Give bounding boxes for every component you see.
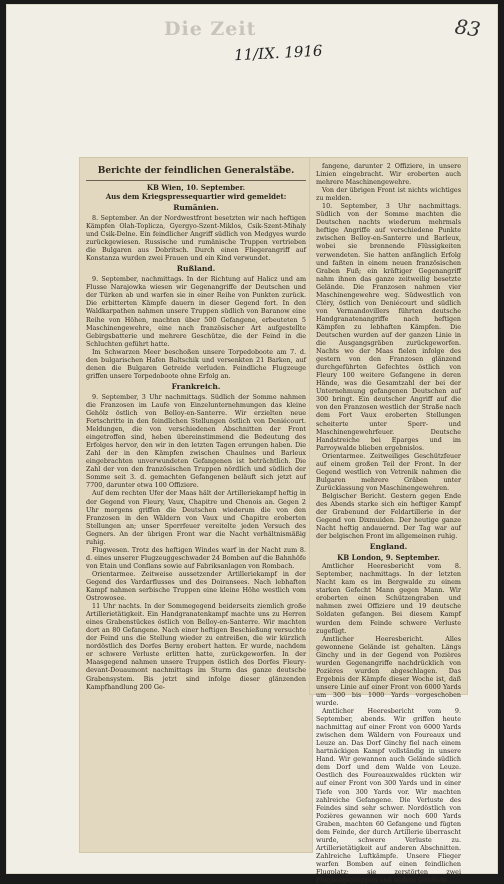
- article-paragraph: Amtlicher Heeresbericht. Alles gewonnene Gelände ist gehalten. Längs Ginchy und in der Gegend von Pozières wurden Gegenangriffe nachdrücklich von Pozières wurden abgeschlagen. Das Ergebnis der Kämpfe dieser Woche ist, daß unsere Linie auf einer Front von 6000 Yards um 300 bis 1000 Yards vorgeschoben wurde.: [316, 634, 461, 707]
- dateline: KB Wien, 10. September.: [146, 183, 246, 192]
- article-paragraph: fangene, darunter 2 Offiziere, in unsere Linien eingebracht. Wir eroberten auch mehrere Maschinengewehre.: [316, 162, 461, 187]
- article-paragraph: Amtlicher Heeresbericht vom 8. September, nachmittags. In der letzten Nacht kam es im Bergwalde zu einem starken Gefecht Mann gegen Mann. Wir eroberten einen Schützengraben und nahmen zwei Offiziere und 19 deutsche Soldaten gefangen. Bei diesem Kampf wurden dem Feinde schwere Verluste zugefügt.: [316, 562, 461, 635]
- article-paragraph: 8. September. An der Nordwestfront besetzten wir nach heftigen Kämpfen Olah-Toplicza, Gyergyo-Szent-Miklos, Csik-Szent-Mihaly und Csik-Delne. Ein feindlicher Angriff südlich von Medgyes wurde zurückgewiesen. Russische und rumänische Truppen vertrieben die Bulgaren aus Dobritsch. Durch einen Fliegerangriff auf Konstanza wurden zwei Frauen und ein Kind verwundet.: [86, 214, 306, 263]
- article-paragraph: 11 Uhr nachts. In der Sommegegend beiderseits ziemlich große Artillerietätigkeit. Ein Handgranatenkampf machte uns zu Herren eines Grabenstückes östlich von Belloy-en-Santerre. Wir machten dort an 80 Gefangene. Nach einer heftigen Beschießung versuchte der Feind uns die Stellung wieder zu entreißen, die wir kürzlich nordöstlich des Dorfes Berny erobert hatten. Er wurde, nachdem er schwere Verluste erlitten hatte, zurückgeworfen. In der Maasgegend nahmen unsere Truppen östlich des Dorfes Fleury-devant-Douaumont nachmittags im Sturm das ganze deutsche Grabensystem. Bis jetzt sind infolge dieser glänzenden Kampfhandlung 200 Ge-: [86, 602, 306, 691]
- right-sections: [316, 162, 461, 884]
- article-paragraph: 10. September, 3 Uhr nachmittags. Südlich von der Somme machten die Deutschen nachts wiederum mehrmals heftige Angriffe auf verschiedene Punkte zwischen Belloy-en-Santerre und Barleux, wobei sie brennende Flüssigkeiten verwendeten. Sie hatten anfänglich Erfolg und faßten in einem neuen französischen Graben Fuß; ein kräftiger Gegenangriff nahm ihnen das ganze zeitweilig besetzte Gelände. Die Franzosen nahmen vier Maschinengewehre weg. Südwestlich von Cléry, östlich von Deniécourt und südlich von Vermandovillers führten deutsche Handgranatenangriffe nach heftigen Kämpfen zu lebhaften Kämpfen. Die Deutschen wurden auf der ganzen Linie in die Ausgangsgräben zurückgeworfen. Nachts wo der Maas fielen infolge des gestern von den Franzosen glänzend durchgeführten Gefechtes östlich von Fleury 100 weitere Gefangene in deren Hände, was die Gesamtzahl der bei der Unternehmung gefangenen Deutschen auf 300 bringt. Ein deutscher Angriff auf die von den Franzosen westlich der Straße nach dem Fort Vaux eroberten Stellungen scheiterte unter Sperr- und Maschinengewehrfeuer. Deutsche Handstreiche bei Eparges und im Parroywalde blieben ergebnislos.: [316, 202, 461, 452]
- article-paragraph: Amtlicher Heeresbericht vom 9. September, abends. Wir griffen heute nachmittag auf einer Front von 6000 Yards zwischen dem Wäldern von Foureaux und Leuze an. Das Dorf Ginchy fiel nach einem hartnäckigen Kampf vollständig in unsere Hand. Wir gewannen auch Gelände südlich dem Dorf und dem Walde von Leuze. Oestlich des Foureauxwaldes rückten wir auf einer Front von 300 Yards und in einer Tiefe von 300 Yards vor. Wir machten zahlreiche Gefangene. Die Verluste des Feindes sind sehr schwer. Nordöstlich von Pozières gewannen wir noch 600 Yards Graben, machten 60 Gefangene und fügten dem Feinde, der durch Artillerie überrascht wurde, schwere Verluste zu. Artillerietätigkeit auf anderen Abschnitten. Zahlreiche Luftkämpfe. Unsere Flieger warfen Bomben auf einen feindlichen Flugplatz; sie zerstörten zwei Flugzeugschuppen und andere Gebäude.: [316, 707, 461, 884]
- section-title: Rumänien.: [173, 203, 219, 212]
- left-sections: [86, 203, 306, 691]
- article-paragraph: Von der übrigen Front ist nichts wichtiges zu melden.: [316, 186, 461, 203]
- clipping-left-column: [80, 158, 312, 852]
- section-title: England.: [369, 542, 408, 552]
- handwritten-page-number: 83: [453, 14, 482, 42]
- newspaper-masthead: Die Zeit: [164, 18, 257, 40]
- article-paragraph: Auf dem rechten Ufer der Maas hält der Artilleriekampf heftig in der Gegend von Fleury, Vaux, Chapitre und Chenois an. Gegen 2 Uhr morgens griffen die Deutschen wiederum die von den Franzosen in den Wäldern von Vaux und Chapitre eroberten Stellungen an; unser Sperrfeuer vereitelte jeden Versuch des Gegners. An der übrigen Front war die Nacht verhältnismäßig ruhig.: [86, 489, 306, 546]
- article-paragraph: Flugwesen. Trotz des heftigen Windes warf in der Nacht zum 8. d. eines unserer Flugzeuggeschwader 24 Bomben auf die Bahnhöfe von Etain und Conflans sowie auf Fabriksanlagen von Rombach.: [86, 545, 306, 570]
- section-dateline: KB London, 9. September.: [337, 553, 440, 563]
- section-title: Rußland.: [176, 264, 216, 274]
- article-paragraph: Belgischer Bericht. Gestern gegen Ende des Abends starke sich ein heftiger Kampf der Grabenund der Feldartillerie in der Gegend von Dixmuiden. Der heutige ganze Nacht heftig andauernd. Der Tag war auf der belgischen Front im allgemeinen ruhig.: [316, 491, 461, 541]
- article-paragraph: 9. September, nachmittags. In der Richtung auf Halicz und am Flusse Narajowka wiesen wir Gegenangriffe der Deutschen und der Türken ab und warfen sie in einer Reihe von Punkten zurück. Die erbitterten Kämpfe dauern in dieser Gegend fort. In den Waldkarpathen nahmen unsere Truppen südlich von Baranow eine Reihe von Höhen, machten über 500 Gefangene, erbeuteten 5 Maschinengewehre, eine nach französischer Art aufgestellte Gebirgsbatterie und mehrere Geschütze, die der Feind in die Schluchten geführt hatte.: [86, 275, 306, 348]
- headline: Berichte der feindlichen Generalstäbe.: [86, 166, 306, 181]
- article-paragraph: 9. September, 3 Uhr nachmittags. Südlich der Somme nahmen die Franzosen im Laufe von Einzelunternehmungen das kleine Gehölz östlich von Belloy-en-Santerre. Wir erzielten neue Fortschritte in den feindlichen Stellungen östlich von Deniécourt. Meldungen, die von verschiedenen Abschnitten der Front eingetroffen sind, heben übereinstimmend die Bedeutung des Erfolges hervor, den wir in den letzten Tagen errungen haben. Die Zahl der in den Kämpfen zwischen Chaulnes und Barleux eingebrachten unverwundeten Gefangenen ist beträchtlich. Die Zahl der von den französischen Truppen nördlich und südlich der Somme seit 3. d. gemachten Gefangenen beläuft sich jetzt auf 7700, darunter etwa 100 Offiziere.: [86, 392, 306, 490]
- article-paragraph: Orientarmee. Zeitweise aussetzender Artilleriekampf in der Gegend des Vardarflusses und des Doiransees. Nach lebhaften Kampf nahmen serbische Truppen eine kleine Höhe westlich vom Ostrowosee.: [86, 569, 306, 603]
- article-paragraph: Im Schwarzen Meer beschoßen unsere Torpedoboote am 7. d. den bulgarischen Hafen Baltschik und versenkten 21 Barken, auf denen die Bulgaren Getreide verluden. Feindliche Flugzeuge griffen unsere Torpedoboote ohne Erfolg an.: [86, 347, 306, 380]
- clipping-right-column: [310, 158, 467, 884]
- agency-line: Aus dem Kriegspressequartier wird gemeldet:: [105, 192, 287, 201]
- section-title: Frankreich.: [171, 381, 221, 391]
- article-paragraph: Orientarmee. Zeitweiliges Geschützfeuer auf einem großen Teil der Front. In der Gegend westlich von Vetrenik nahmen die Bulgaren mehrere Gräben unter Zurücklassung von Maschinengewehren.: [316, 451, 461, 492]
- handwritten-date: 11/IX. 1916: [233, 41, 323, 65]
